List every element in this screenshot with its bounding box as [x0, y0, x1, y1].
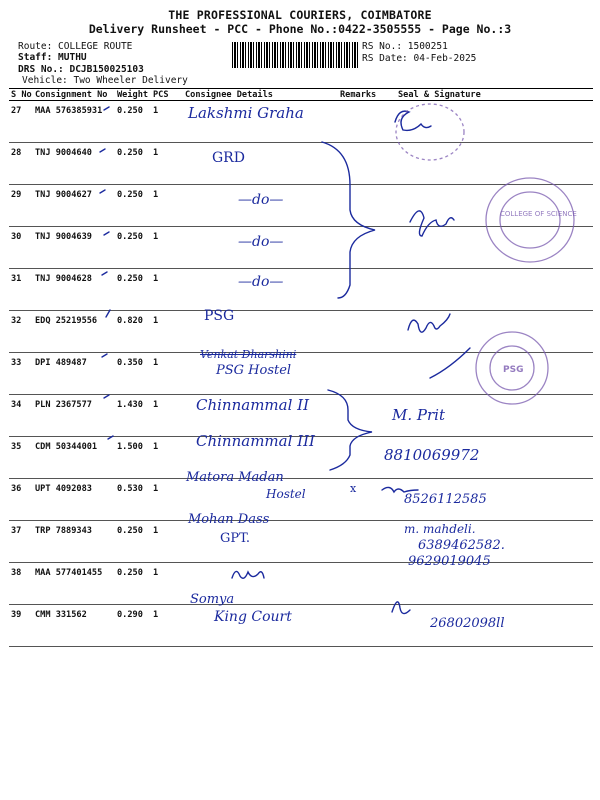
cell-pcs-text: 1 — [153, 526, 159, 536]
cell-weight-text: 0.350 — [117, 358, 143, 368]
vehicle-label: Vehicle: Two Wheeler Delivery — [22, 75, 188, 86]
cell-pcs-text: 1 — [153, 316, 159, 326]
consignee-39-place: King Court — [214, 609, 292, 625]
cell-sno-text: 29 — [11, 190, 22, 200]
cell-pcs-text: 1 — [153, 232, 159, 242]
cell-consignment-text: DPI 489487 — [35, 358, 87, 368]
cell-pcs-text: 1 — [153, 568, 159, 578]
consignee-36-place: Hostel — [266, 487, 306, 501]
cell-weight-text: 0.530 — [117, 484, 143, 494]
signature-scribble-29 — [410, 211, 454, 236]
signature-scribble-39 — [392, 602, 410, 614]
tick-mark — [102, 272, 107, 275]
cell-pcs-text: 1 — [153, 148, 159, 158]
cell-sno-text: 37 — [11, 526, 22, 536]
runsheet-subtitle: Delivery Runsheet - PCC - Phone No.:0422-3505555 - Page No.:3 — [88, 22, 512, 36]
consignee-28: GRD — [212, 150, 245, 166]
rs-date: RS Date: 04-Feb-2025 — [362, 53, 477, 64]
cell-sno-text: 33 — [11, 358, 22, 368]
cell-sno-text: 35 — [11, 442, 22, 452]
consignee-37-place: GPT. — [220, 531, 251, 546]
consignee-37-name: Mohan Dass — [188, 512, 270, 527]
route-label: Route: COLLEGE ROUTE — [18, 41, 133, 52]
cell-sno-text: 27 — [11, 106, 22, 116]
consignee-33-name: Venkat Dharshini — [200, 348, 297, 361]
col-weight: Weight — [115, 89, 151, 101]
consignee-39-name: Somya — [190, 592, 235, 607]
cell-pcs-text: 1 — [153, 610, 159, 620]
cell-pcs-text: 1 — [153, 484, 159, 494]
cell-pcs-text: 1 — [153, 358, 159, 368]
signature-36-phone: 8526112585 — [404, 492, 487, 507]
signature-scribble-36 — [382, 487, 418, 492]
cell-weight-text: 0.250 — [117, 274, 143, 284]
cell-consignment-text: PLN 2367577 — [35, 400, 92, 410]
stamp-college-text: COLLEGE OF SCIENCE — [500, 210, 577, 218]
stamp-college — [486, 178, 574, 262]
staff-label: Staff: MUTHU — [18, 52, 87, 63]
tick-mark — [100, 149, 105, 152]
brace-rows-28-31 — [322, 142, 375, 298]
consignee-35: Chinnammal III — [196, 432, 315, 450]
rs-number: RS No.: 1500251 — [362, 41, 448, 52]
consignee-34: Chinnammal II — [196, 396, 310, 414]
col-consignee: Consignee Details — [183, 89, 338, 101]
remark-36: x — [350, 482, 357, 495]
cell-weight-text: 0.250 — [117, 106, 143, 116]
signature-35-phone: 8810069972 — [384, 446, 480, 464]
tick-mark — [104, 107, 109, 110]
cell-sno-text: 38 — [11, 568, 22, 578]
signature-37-name: m. mahdeli. — [404, 522, 476, 536]
col-seal: Seal & Signature — [396, 89, 593, 101]
consignee-30: —do— — [238, 234, 284, 250]
cell-sno-text: 36 — [11, 484, 22, 494]
cell-consignment-text: TNJ 9004628 — [35, 274, 92, 284]
cell-weight-text: 1.500 — [117, 442, 143, 452]
cell-consignment-text: UPT 4092083 — [35, 484, 92, 494]
cell-pcs-text: 1 — [153, 274, 159, 284]
cell-consignment-text: MAA 576385931 — [35, 106, 103, 116]
cell-weight-text: 1.430 — [117, 400, 143, 410]
cell-consignment-text: EDQ 25219556 — [35, 316, 98, 326]
cell-weight-text: 0.250 — [117, 526, 143, 536]
cell-consignment-text: TNJ 9004640 — [35, 148, 92, 158]
cell-pcs-text: 1 — [153, 400, 159, 410]
consignee-32: PSG — [204, 308, 235, 324]
signature-scribble-27 — [395, 111, 431, 130]
signature-34: M. Prit — [392, 406, 445, 424]
cell-sno-text: 30 — [11, 232, 22, 242]
signature-scribble-33 — [430, 348, 470, 378]
cell-weight-text: 0.250 — [117, 568, 143, 578]
company-title: THE PROFESSIONAL COURIERS, COIMBATORE — [168, 8, 432, 22]
cell-pcs-text: 1 — [153, 190, 159, 200]
tick-mark — [104, 232, 109, 235]
cell-consignment-text: CDM 50344001 — [35, 442, 98, 452]
cell-weight-text: 0.820 — [117, 316, 143, 326]
col-remarks: Remarks — [338, 89, 396, 101]
cell-weight-text: 0.250 — [117, 232, 143, 242]
cell-pcs-text: 1 — [153, 442, 159, 452]
tick-mark — [104, 395, 109, 398]
cell-consignment-text: CMM 331562 — [35, 610, 87, 620]
tick-mark — [102, 354, 107, 357]
cell-sno-text: 31 — [11, 274, 22, 284]
brace-rows-34-35 — [328, 390, 372, 470]
tick-mark — [100, 190, 105, 193]
drs-number: DRS No.: DCJB150025103 — [18, 64, 144, 75]
stamp-psg-text: PSG — [503, 365, 524, 375]
signature-39-phone: 26802098ll — [430, 616, 505, 631]
consignee-29: —do— — [238, 192, 284, 208]
tick-mark — [108, 436, 113, 439]
cell-sno-text: 34 — [11, 400, 22, 410]
consignee-33-place: PSG Hostel — [216, 363, 292, 378]
cell-sno-text: 39 — [11, 610, 22, 620]
consignee-36-name: Matora Madan — [186, 470, 284, 485]
signature-scribble-32 — [408, 314, 450, 332]
stamp-row-27 — [396, 104, 464, 160]
consignee-27: Lakshmi Graha — [188, 104, 304, 122]
cell-weight-text: 0.290 — [117, 610, 143, 620]
cell-sno-text: 32 — [11, 316, 22, 326]
consignee-31: —do— — [238, 274, 284, 290]
signature-38-phone: 9629019045 — [408, 554, 491, 569]
cell-pcs-text: 1 — [153, 106, 159, 116]
cell-consignment-text: TRP 7889343 — [35, 526, 92, 536]
cell-weight-text: 0.250 — [117, 148, 143, 158]
tick-mark — [106, 310, 110, 317]
col-consignment: Consignment No — [33, 89, 115, 101]
col-pcs: PCS — [151, 89, 183, 101]
stamp-college-inner — [500, 192, 560, 248]
col-sno: S No — [11, 89, 32, 100]
signature-37-phone: 6389462582. — [418, 538, 505, 553]
cell-consignment-text: TNJ 9004639 — [35, 232, 92, 242]
cell-weight-text: 0.250 — [117, 190, 143, 200]
cell-consignment-text: TNJ 9004627 — [35, 190, 92, 200]
signature-scribble-38 — [232, 571, 264, 578]
cell-sno-text: 28 — [11, 148, 22, 158]
cell-consignment-text: MAA 577401455 — [35, 568, 103, 578]
